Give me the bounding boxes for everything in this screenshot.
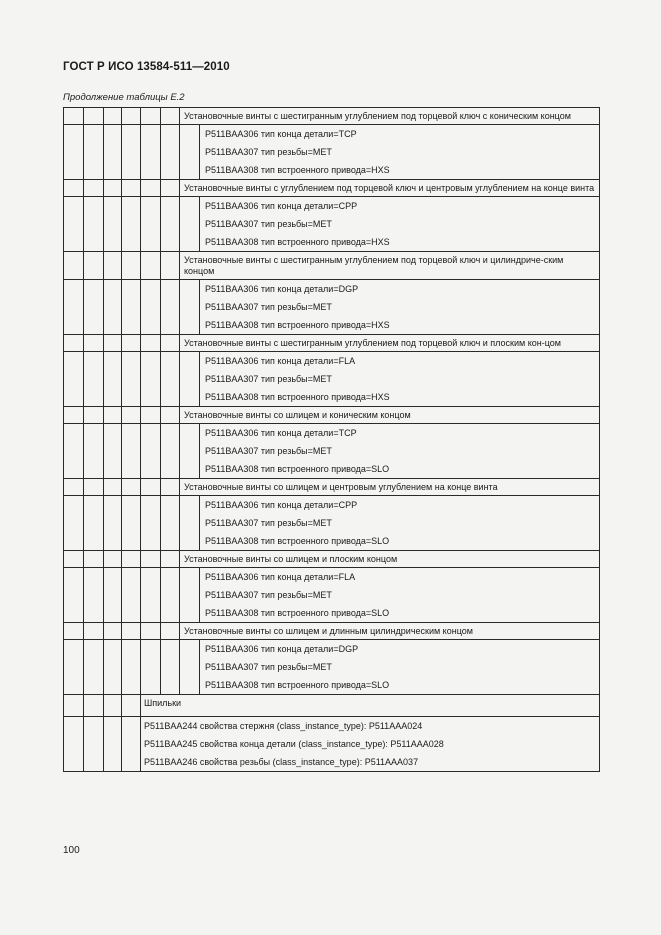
empty-level-cell bbox=[161, 180, 180, 197]
empty-level-cell bbox=[84, 352, 104, 407]
group-props-row bbox=[64, 280, 600, 335]
empty-level-cell bbox=[84, 252, 104, 280]
group-title: Установочные винты со шлицем и коническим концом bbox=[180, 407, 600, 424]
empty-level-cell bbox=[122, 335, 141, 352]
empty-level-cell bbox=[104, 623, 122, 640]
studs-props-row bbox=[64, 717, 600, 772]
property-line: P511BAA306 тип конца детали=TCP bbox=[205, 129, 357, 139]
empty-level-cell bbox=[64, 640, 84, 695]
property-line: P511BAA308 тип встроенного привода=SLO bbox=[205, 464, 390, 474]
empty-level-cell bbox=[64, 197, 84, 252]
empty-level-cell bbox=[104, 695, 122, 717]
group-header-row bbox=[64, 623, 600, 640]
empty-level-cell bbox=[104, 479, 122, 496]
empty-level-cell bbox=[161, 568, 180, 623]
empty-level-cell bbox=[122, 197, 141, 252]
group-header-row bbox=[64, 108, 600, 125]
empty-level-cell bbox=[84, 496, 104, 551]
empty-level-cell bbox=[104, 197, 122, 252]
property-line: P511BAA307 тип резьбы=MET bbox=[205, 374, 332, 384]
property-line: P511BAA307 тип резьбы=MET bbox=[205, 662, 332, 672]
group-header-row bbox=[64, 479, 600, 496]
group-header-row bbox=[64, 551, 600, 568]
property-line: P511BAA308 тип встроенного привода=SLO bbox=[205, 536, 390, 546]
empty-level-cell bbox=[141, 568, 161, 623]
property-cell bbox=[200, 496, 600, 551]
empty-level-cell bbox=[141, 197, 161, 252]
document-header: ГОСТ Р ИСО 13584-511—2010 bbox=[63, 61, 230, 73]
empty-level-cell bbox=[104, 407, 122, 424]
empty-level-cell bbox=[64, 424, 84, 479]
group-props-row bbox=[64, 496, 600, 551]
empty-level-cell bbox=[84, 551, 104, 568]
empty-level-cell bbox=[141, 125, 161, 180]
empty-level-cell bbox=[161, 424, 180, 479]
property-cell bbox=[200, 197, 600, 252]
empty-level-cell bbox=[84, 424, 104, 479]
property-line: P511BAA307 тип резьбы=MET bbox=[205, 302, 332, 312]
empty-level-cell bbox=[180, 496, 200, 551]
property-line: P511BAA308 тип встроенного привода=HXS bbox=[205, 237, 390, 247]
empty-level-cell bbox=[141, 640, 161, 695]
empty-level-cell bbox=[161, 496, 180, 551]
property-cell bbox=[200, 125, 600, 180]
group-header-row bbox=[64, 180, 600, 197]
empty-level-cell bbox=[122, 252, 141, 280]
empty-level-cell bbox=[84, 623, 104, 640]
empty-level-cell bbox=[64, 717, 84, 772]
property-line: P511BAA306 тип конца детали=DGP bbox=[205, 284, 359, 294]
empty-level-cell bbox=[141, 108, 161, 125]
group-title: Установочные винты со шлицем и длинным цилиндрическим концом bbox=[180, 623, 600, 640]
empty-level-cell bbox=[180, 280, 200, 335]
property-cell bbox=[200, 640, 600, 695]
empty-level-cell bbox=[141, 252, 161, 280]
property-line: P511BAA306 тип конца детали=DGP bbox=[205, 644, 359, 654]
empty-level-cell bbox=[84, 197, 104, 252]
property-cell bbox=[200, 280, 600, 335]
empty-level-cell bbox=[122, 352, 141, 407]
property-line: P511BAA307 тип резьбы=MET bbox=[205, 518, 332, 528]
empty-level-cell bbox=[161, 197, 180, 252]
group-props-row bbox=[64, 352, 600, 407]
property-line: P511BAA308 тип встроенного привода=HXS bbox=[205, 392, 390, 402]
empty-level-cell bbox=[161, 252, 180, 280]
empty-level-cell bbox=[84, 568, 104, 623]
empty-level-cell bbox=[84, 280, 104, 335]
empty-level-cell bbox=[180, 640, 200, 695]
property-line: P511BAA306 тип конца детали=TCP bbox=[205, 428, 357, 438]
empty-level-cell bbox=[161, 623, 180, 640]
empty-level-cell bbox=[84, 180, 104, 197]
empty-level-cell bbox=[161, 335, 180, 352]
empty-level-cell bbox=[64, 551, 84, 568]
empty-level-cell bbox=[104, 424, 122, 479]
property-line: P511BAA306 тип конца детали=CPP bbox=[205, 201, 358, 211]
empty-level-cell bbox=[64, 496, 84, 551]
property-line: P511BAA307 тип резьбы=MET bbox=[205, 147, 332, 157]
empty-level-cell bbox=[64, 568, 84, 623]
empty-level-cell bbox=[104, 252, 122, 280]
empty-level-cell bbox=[64, 407, 84, 424]
empty-level-cell bbox=[84, 335, 104, 352]
property-cell bbox=[200, 424, 600, 479]
empty-level-cell bbox=[161, 479, 180, 496]
studs-title: Шпильки bbox=[141, 695, 600, 717]
empty-level-cell bbox=[64, 108, 84, 125]
empty-level-cell bbox=[104, 352, 122, 407]
empty-level-cell bbox=[104, 335, 122, 352]
property-cell bbox=[200, 568, 600, 623]
empty-level-cell bbox=[141, 180, 161, 197]
empty-level-cell bbox=[141, 352, 161, 407]
empty-level-cell bbox=[122, 108, 141, 125]
empty-level-cell bbox=[122, 623, 141, 640]
empty-level-cell bbox=[180, 197, 200, 252]
property-line: P511BAA308 тип встроенного привода=SLO bbox=[205, 680, 390, 690]
group-props-row bbox=[64, 197, 600, 252]
group-title: Установочные винты с углублением под торцевой ключ и центровым углублением на конце винта bbox=[180, 180, 600, 197]
empty-level-cell bbox=[122, 551, 141, 568]
property-line: P511BAA308 тип встроенного привода=HXS bbox=[205, 320, 390, 330]
empty-level-cell bbox=[180, 352, 200, 407]
property-line: P511BAA307 тип резьбы=MET bbox=[205, 446, 332, 456]
property-line: P511BAA306 тип конца детали=FLA bbox=[205, 572, 356, 582]
empty-level-cell bbox=[122, 717, 141, 772]
empty-level-cell bbox=[122, 280, 141, 335]
empty-level-cell bbox=[64, 479, 84, 496]
empty-level-cell bbox=[141, 623, 161, 640]
empty-level-cell bbox=[104, 568, 122, 623]
empty-level-cell bbox=[84, 695, 104, 717]
empty-level-cell bbox=[84, 407, 104, 424]
page-number: 100 bbox=[63, 845, 80, 856]
empty-level-cell bbox=[64, 352, 84, 407]
empty-level-cell bbox=[104, 108, 122, 125]
property-line: P511BAA307 тип резьбы=MET bbox=[205, 590, 332, 600]
property-line: P511BAA308 тип встроенного привода=HXS bbox=[205, 165, 390, 175]
empty-level-cell bbox=[122, 640, 141, 695]
empty-level-cell bbox=[141, 479, 161, 496]
empty-level-cell bbox=[64, 335, 84, 352]
empty-level-cell bbox=[161, 125, 180, 180]
group-title: Установочные винты со шлицем и плоским концом bbox=[180, 551, 600, 568]
empty-level-cell bbox=[122, 695, 141, 717]
group-title: Установочные винты с шестигранным углублением под торцевой ключ и плоским кон-цом bbox=[180, 335, 600, 352]
spec-table bbox=[63, 107, 600, 772]
empty-level-cell bbox=[104, 496, 122, 551]
empty-level-cell bbox=[141, 424, 161, 479]
empty-level-cell bbox=[141, 551, 161, 568]
empty-level-cell bbox=[180, 568, 200, 623]
empty-level-cell bbox=[141, 407, 161, 424]
property-line: P511BAA307 тип резьбы=MET bbox=[205, 219, 332, 229]
group-title: Установочные винты с шестигранным углублением под торцевой ключ с коническим концом bbox=[180, 108, 600, 125]
group-props-row bbox=[64, 424, 600, 479]
empty-level-cell bbox=[122, 479, 141, 496]
empty-level-cell bbox=[64, 623, 84, 640]
empty-level-cell bbox=[104, 180, 122, 197]
empty-level-cell bbox=[161, 640, 180, 695]
property-line: P511BAA246 свойства резьбы (class_instance_type): P511AAA037 bbox=[144, 757, 419, 767]
property-line: P511BAA308 тип встроенного привода=SLO bbox=[205, 608, 390, 618]
property-line: P511BAA306 тип конца детали=FLA bbox=[205, 356, 356, 366]
empty-level-cell bbox=[84, 108, 104, 125]
empty-level-cell bbox=[141, 496, 161, 551]
empty-level-cell bbox=[84, 640, 104, 695]
empty-level-cell bbox=[84, 125, 104, 180]
empty-level-cell bbox=[64, 280, 84, 335]
empty-level-cell bbox=[161, 108, 180, 125]
property-line: P511BAA306 тип конца детали=CPP bbox=[205, 500, 358, 510]
empty-level-cell bbox=[104, 280, 122, 335]
empty-level-cell bbox=[122, 407, 141, 424]
empty-level-cell bbox=[64, 252, 84, 280]
empty-level-cell bbox=[180, 125, 200, 180]
group-header-row bbox=[64, 335, 600, 352]
group-header-row bbox=[64, 407, 600, 424]
empty-level-cell bbox=[161, 280, 180, 335]
group-props-row bbox=[64, 125, 600, 180]
property-line: P511BAA245 свойства конца детали (class_instance_type): P511AAA028 bbox=[144, 739, 444, 749]
group-title: Установочные винты с шестигранным углублением под торцевой ключ и цилиндриче-ским концом bbox=[180, 252, 600, 280]
empty-level-cell bbox=[104, 640, 122, 695]
empty-level-cell bbox=[122, 424, 141, 479]
empty-level-cell bbox=[104, 551, 122, 568]
group-title: Установочные винты со шлицем и центровым углублением на конце винта bbox=[180, 479, 600, 496]
table-caption: Продолжение таблицы Е.2 bbox=[63, 92, 185, 103]
group-header-row bbox=[64, 252, 600, 280]
empty-level-cell bbox=[122, 125, 141, 180]
studs-property-cell bbox=[141, 717, 600, 772]
property-line: P511BAA244 свойства стержня (class_instance_type): P511AAA024 bbox=[144, 721, 423, 731]
empty-level-cell bbox=[64, 695, 84, 717]
empty-level-cell bbox=[64, 180, 84, 197]
empty-level-cell bbox=[122, 568, 141, 623]
empty-level-cell bbox=[161, 551, 180, 568]
property-cell bbox=[200, 352, 600, 407]
empty-level-cell bbox=[161, 352, 180, 407]
empty-level-cell bbox=[84, 479, 104, 496]
empty-level-cell bbox=[180, 424, 200, 479]
empty-level-cell bbox=[141, 280, 161, 335]
empty-level-cell bbox=[104, 125, 122, 180]
empty-level-cell bbox=[84, 717, 104, 772]
empty-level-cell bbox=[104, 717, 122, 772]
studs-header-row bbox=[64, 695, 600, 717]
empty-level-cell bbox=[122, 180, 141, 197]
group-props-row bbox=[64, 640, 600, 695]
empty-level-cell bbox=[64, 125, 84, 180]
empty-level-cell bbox=[141, 335, 161, 352]
empty-level-cell bbox=[161, 407, 180, 424]
empty-level-cell bbox=[122, 496, 141, 551]
group-props-row bbox=[64, 568, 600, 623]
